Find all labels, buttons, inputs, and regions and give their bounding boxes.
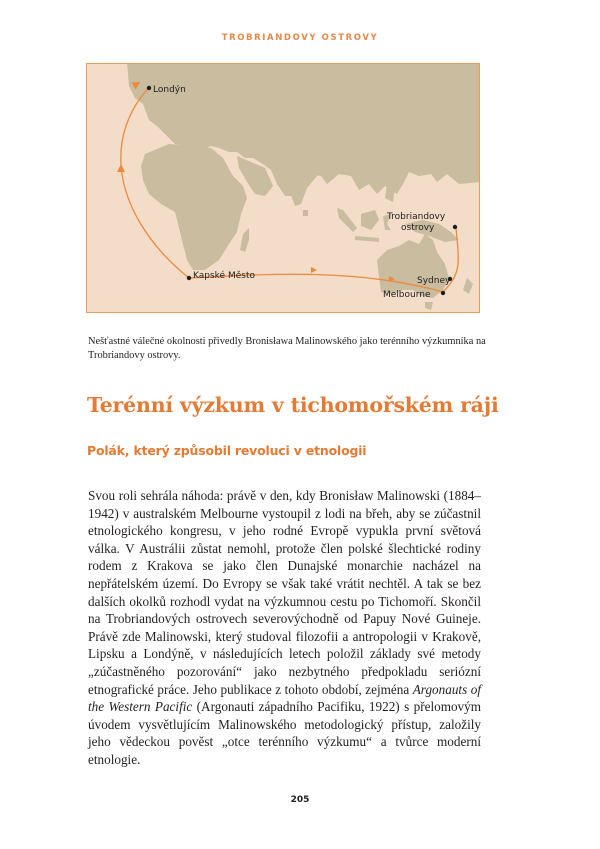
label-sydney: Sydney: [417, 276, 451, 286]
book-title: Argonauts of the Western Pacific: [88, 681, 481, 715]
body-text-part-2: (Argonauti západního Pacifiku, 1922) s přelomovým úvodem vysvětlujícím Malinowského metodologický přístup, založily jeho vědeckou pověst „otce terénního výzkumu“ a tvůrce moderní etnologie.: [88, 699, 481, 767]
chapter-subtitle: Polák, který způsobil revoluci v etnologii: [87, 443, 367, 458]
body-paragraph: [88, 487, 481, 769]
trobriand-marker: [453, 225, 457, 229]
cape-town-marker: [187, 276, 191, 280]
label-melbourne: Melbourne: [383, 290, 431, 300]
running-head: TROBRIANDOVY OSTROVY: [221, 33, 379, 43]
figure-caption: Nešťastné válečné okolnosti přivedly Bronisława Malinowského jako terénního výzkumníka na Trobriandovy ostrovy.: [88, 336, 486, 361]
page-number: 205: [290, 795, 310, 805]
body-text-part-1: Svou roli sehrála náhoda: právě v den, kdy Bronisław Malinowski (1884–1942) v australském Melbourne vystoupil z lodi na břeh, aby se zúčastnil etnologického kongresu, v jeho rodné Evropě vypukla první světová válka. V Austrálii zůstat nemohl, protože člen polské šlechtické rodiny rodem z Krakova se jako člen Dunajské monarchie nacházel na nepřátelském území. Do Evropy se však také vrátit nechtěl. A tak se bez dalších okolků rozhodl vydat na výzkumnou cestu po Tichomoří. Skončil na Trobriandových ostrovech severovýchodně od Papuy Nové Guineje. Právě zde Malinowski, který studoval filozofii a antropologii v Krakově, Lipsku a Londýně, v následujících letech položil základy své metody „zúčastněného pozorování“ jako nezbytného předpokladu seriózní etnografické práce. Jeho publikace z tohoto období, zejména: [88, 488, 481, 697]
chapter-title: Terénní výzkum v tichomořském ráji: [87, 393, 499, 417]
label-cape-town: Kapské Město: [193, 271, 255, 281]
label-trobriand-2: ostrovy: [401, 223, 435, 233]
melbourne-marker: [441, 291, 445, 295]
label-london: Londýn: [153, 85, 186, 95]
route-map: [86, 63, 480, 313]
world-map: [87, 64, 480, 313]
label-trobriand: Trobriandovy: [387, 212, 446, 222]
london-marker: [147, 86, 151, 90]
